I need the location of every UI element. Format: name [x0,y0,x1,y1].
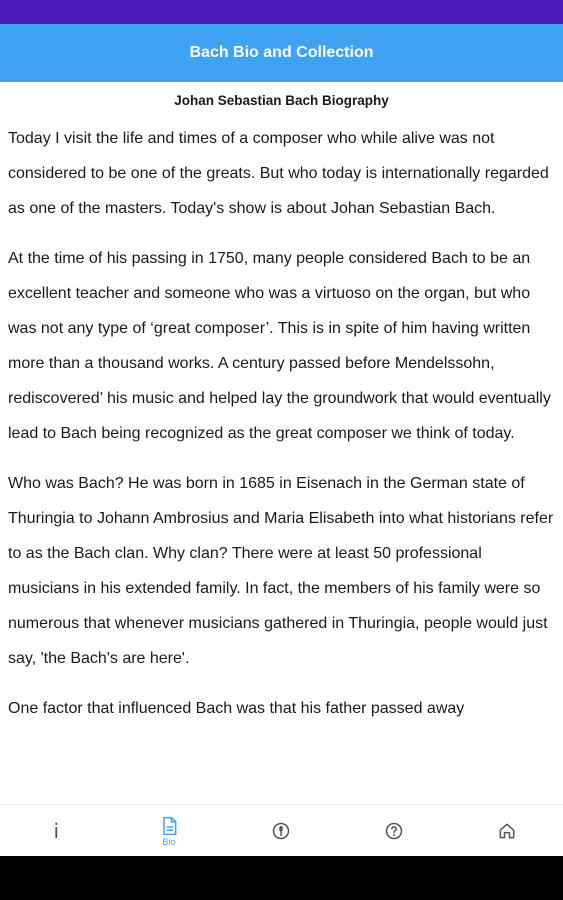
document-icon [159,816,179,836]
nav-item-bio[interactable] [113,805,226,857]
home-icon [497,821,517,841]
microphone-circle-icon [271,821,291,841]
bottom-navigation [0,804,563,857]
nav-item-home[interactable] [450,805,563,857]
nav-item-podcast[interactable] [225,805,338,857]
bio-content[interactable] [0,82,563,804]
bio-title: Johan Sebastian Bach Biography [174,93,389,108]
system-navigation-bar [0,856,563,900]
nav-item-help[interactable] [338,805,451,857]
nav-label-bio: Bio [162,836,176,847]
app-bar [0,24,563,82]
info-icon: i [53,819,60,843]
bio-paragraph: One factor that influenced Bach was that his father passed away [8,700,465,717]
app-title: Bach Bio and Collection [189,44,374,61]
bio-paragraph: At the time of his passing in 1750, many people considered Bach to be an excellent teacher and someone who was a virtuoso on the organ, but who was not any type of ‘great composer’. This is in spite of him having written more than a thousand works. A century passed before Mendelssohn, rediscovered’ his music and helped lay the groundwork that would eventually lead to Bach being recognized as the great composer we think of today. [8,250,551,442]
bio-paragraph: Who was Bach? He was born in 1685 in Eisenach in the German state of Thuringia to Johann Ambrosius and Maria Elisabeth into what historians refer to as the Bach clan. Why clan? There were at least 50 professional musicians in his extended family. In fact, the members of his family were so numerous that whenever musicians gathered in Thuringia, people would just say, 'the Bach's are here'. [8,475,554,667]
nav-item-info[interactable] [0,805,113,857]
help-icon [384,821,404,841]
status-bar [0,0,563,24]
bio-paragraph: Today I visit the life and times of a composer who while alive was not considered to be one of the greats. But who today is internationally regarded as one of the masters. Today's show is about Johan Sebastian Bach. [8,130,549,217]
